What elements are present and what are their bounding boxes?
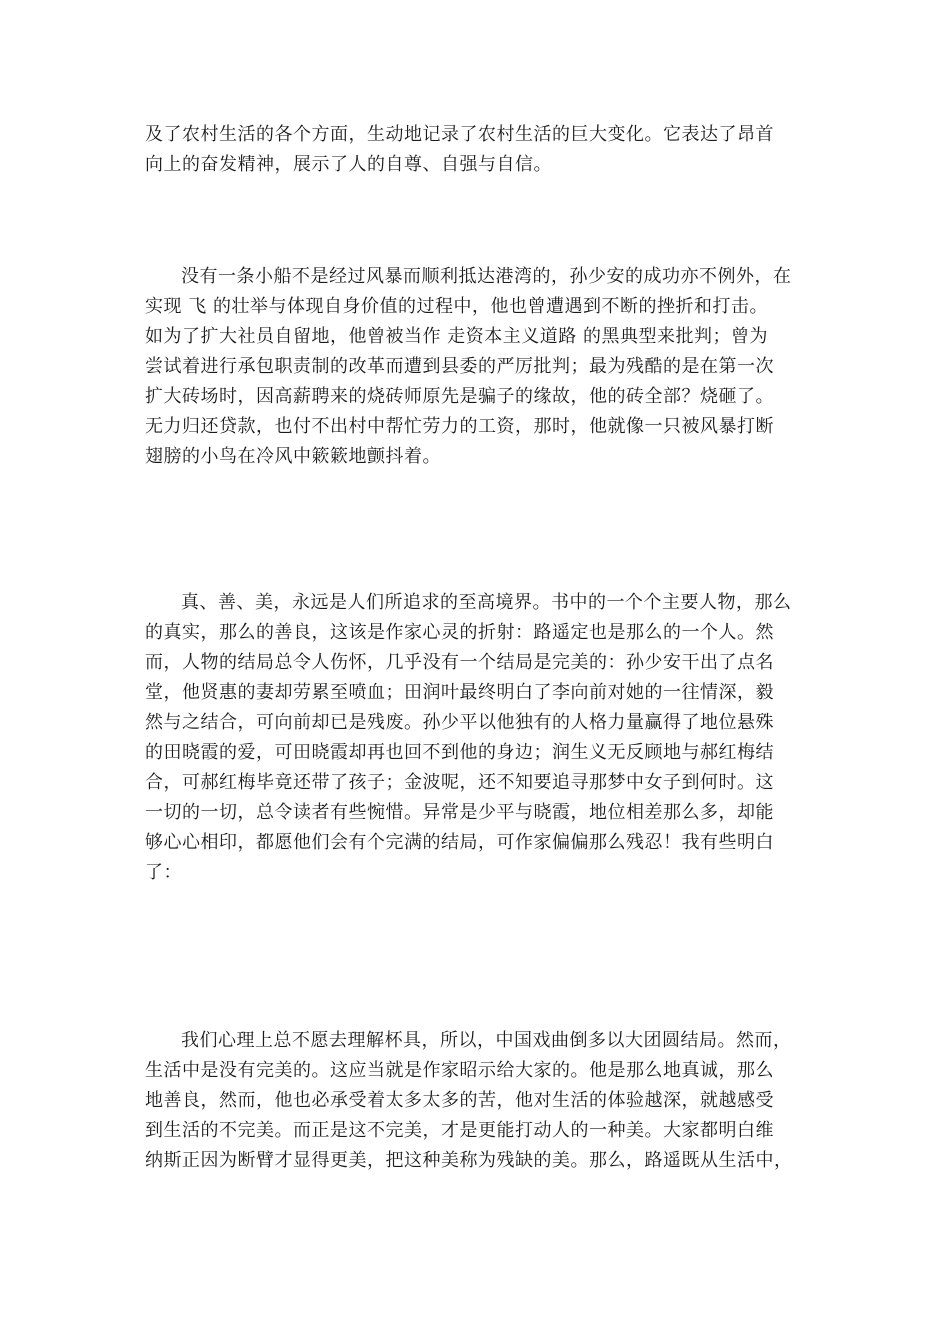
paragraph-1 xyxy=(145,120,825,180)
text-line: 真、善、美，永远是人们所追求的至高境界。书中的一个个主要人物，那么 xyxy=(181,592,792,613)
text-line: 扩大砖场时，因高薪聘来的烧砖师原先是骗子的缘故，他的砖全部？烧砸了。 xyxy=(145,386,774,407)
text-line: 地善良，然而，他也必承受着太多太多的苦，他对生活的体验越深，就越感受 xyxy=(145,1090,774,1111)
text-line: 合，可郝红梅毕竟还带了孩子；金波呢，还不知要追寻那梦中女子到何时。这 xyxy=(145,772,774,793)
text-line: 到生活的不完美。而正是这不完美，才是更能打动人的一种美。大家都明白维 xyxy=(145,1120,774,1141)
text-line: 没有一条小船不是经过风暴而顺利抵达港湾的，孙少安的成功亦不例外，在 xyxy=(181,266,792,287)
text-line: 生活中是没有完美的。这应当就是作家昭示给大家的。他是那么地真诚，那么 xyxy=(145,1060,774,1081)
text-line: 够心心相印，都愿他们会有个完满的结局，可作家偏偏那么残忍！我有些明白 xyxy=(145,832,774,853)
text-line: 而，人物的结局总令人伤怀，几乎没有一个结局是完美的：孙少安干出了点名 xyxy=(145,652,774,673)
text-line: 向上的奋发精神，展示了人的自尊、自强与自信。 xyxy=(145,154,552,175)
text-line: 堂，他贤惠的妻却劳累至喷血；田润叶最终明白了李向前对她的一往情深，毅 xyxy=(145,682,774,703)
paragraph-2 xyxy=(145,262,825,472)
text-line: 我们心理上总不愿去理解杯具，所以，中国戏曲倒多以大团圆结局。然而， xyxy=(181,1030,792,1051)
text-line: 及了农村生活的各个方面，生动地记录了农村生活的巨大变化。它表达了昂首 xyxy=(145,124,774,145)
text-line: 尝试着进行承包职责制的改革而遭到县委的严厉批判；最为残酷的是在第一次 xyxy=(145,356,774,377)
text-line: 无力归还贷款，也付不出村中帮忙劳力的工资，那时，他就像一只被风暴打断 xyxy=(145,416,774,437)
text-line: 翅膀的小鸟在冷风中簌簌地颤抖着。 xyxy=(145,446,441,467)
text-line: 然与之结合，可向前却已是残废。孙少平以他独有的人格力量赢得了地位悬殊 xyxy=(145,712,774,733)
text-line: 实现 飞 的壮举与体现自身价值的过程中，他也曾遭遇到不断的挫折和打击。 xyxy=(145,296,768,317)
text-line: 了： xyxy=(145,862,182,883)
text-line: 的田晓霞的爱，可田晓霞却再也回不到他的身边；润生义无反顾地与郝红梅结 xyxy=(145,742,774,763)
text-line: 一切的一切，总令读者有些惋惜。异常是少平与晓霞，地位相差那么多，却能 xyxy=(145,802,774,823)
text-line: 的真实，那么的善良，这该是作家心灵的折射：路遥定也是那么的一个人。然 xyxy=(145,622,774,643)
paragraph-3 xyxy=(145,588,825,888)
text-line: 如为了扩大社员自留地，他曾被当作 走资本主义道路 的黑典型来批判；曾为 xyxy=(145,326,768,347)
paragraph-4 xyxy=(145,1026,825,1176)
text-line: 纳斯正因为断臂才显得更美，把这种美称为残缺的美。那么，路遥既从生活中， xyxy=(145,1150,793,1171)
